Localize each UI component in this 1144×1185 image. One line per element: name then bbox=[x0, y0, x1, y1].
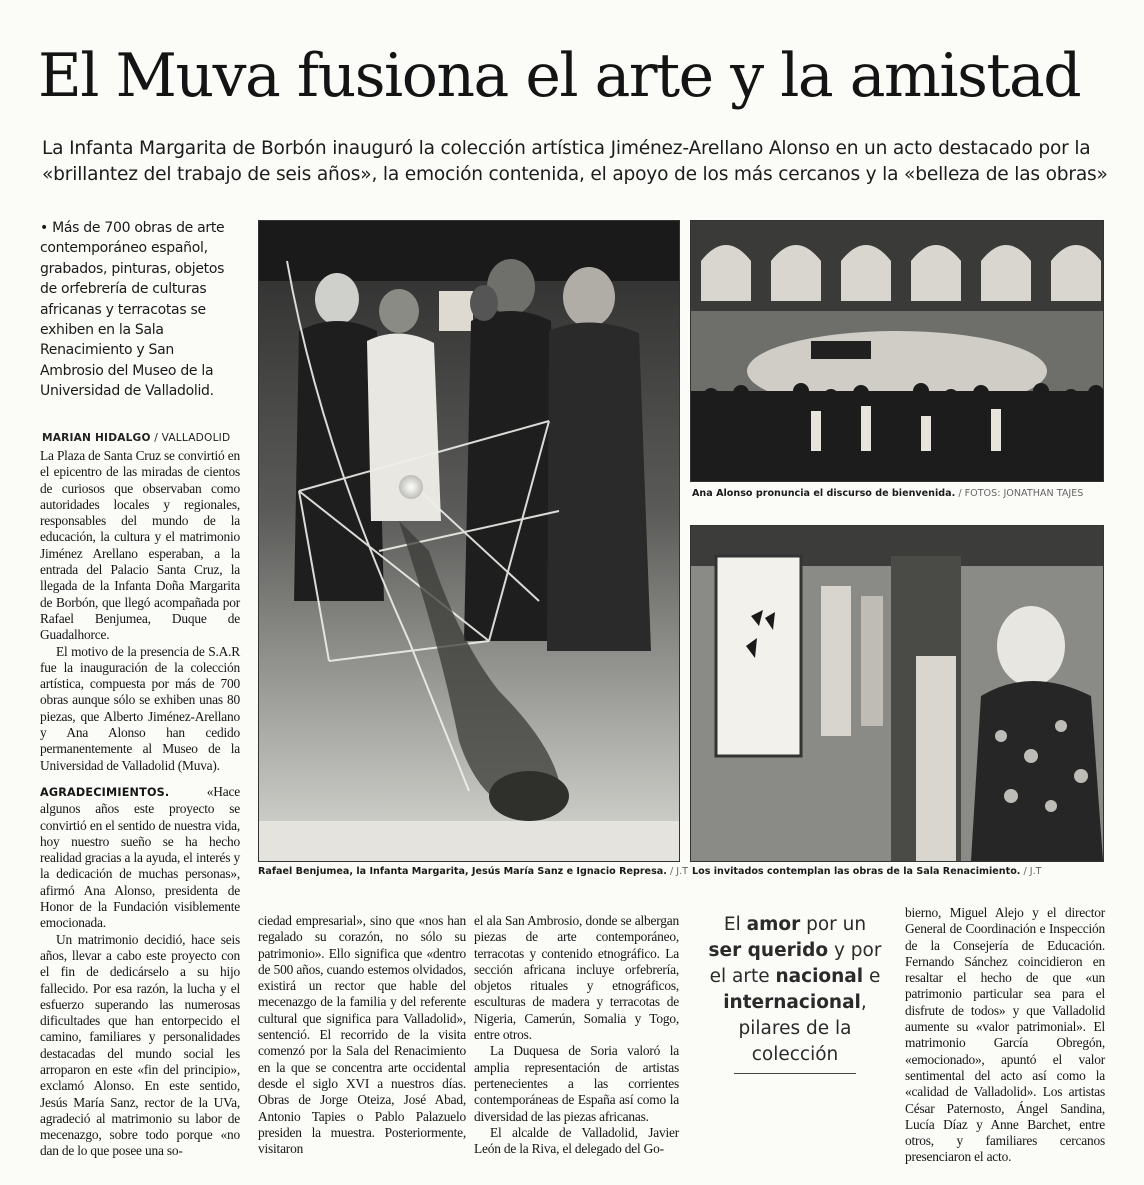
paragraph: La Plaza de Santa Cruz se convirtió en el epicentro de las miradas de cientos de curiosos que observaban como autoridades locales y regionales, responsables del mundo de la educación, la cultura y el matrimonio Jiménez Arellano esperaban, a la entrada del Palacio Santa Cruz, la llegada de la Infanta Doña Margarita de Borbón, que llegó acompañada por Rafael Benjumea, Duque de Guadalhorce. bbox=[40, 448, 240, 643]
pull-quote-rule bbox=[734, 1073, 856, 1074]
pull-quote-line: colección bbox=[751, 1044, 839, 1065]
bottom-right-photo-image bbox=[691, 526, 1103, 861]
subheadline bbox=[42, 136, 1122, 188]
pull-quote-line: el arte nacional e bbox=[709, 966, 881, 987]
article-column-2 bbox=[258, 913, 466, 1157]
paragraph bbox=[40, 784, 240, 932]
paragraph: ciedad empresarial», sino que «nos han regalado su corazón, no sólo su patrimonio». Ello significa que «dentro de 500 años, cuando estemos olvidados, existirá un rector que hable del mecenazgo de la familia y del referente cultural que significa para Valladolid», sentenció. El recorrido de la visita comenzó por la Sala del Renacimiento en la que se concentra arte occidental desde el siglo XVI a nuestros días. Obras de Jorge Oteiza, José Abad, Antonio Tapies o Pablo Palazuelo presiden la muestra. Posteriormente, visitaron bbox=[258, 913, 466, 1157]
subheadline-line-1: La Infanta Margarita de Borbón inauguró la colección artística Jiménez-Arellano Alonso en un acto destacado por la bbox=[42, 138, 1091, 159]
paragraph: El motivo de la presencia de S.A.R fue la inauguración de la colección artística, compuesta por más de 700 obras aunque sólo se exhiben unas 80 piezas, que Alberto Jiménez-Arellano y Ana Alonso han cedido permanentemente al Museo de la Universidad de Valladolid (Muva). bbox=[40, 643, 240, 773]
byline-author: MARIAN HIDALGO bbox=[42, 432, 151, 444]
section-kicker: AGRADECIMIENTOS. bbox=[40, 785, 170, 799]
bottom-right-photo bbox=[690, 525, 1104, 862]
paragraph: el ala San Ambrosio, donde se albergan piezas de arte contemporáneo, terracotas y contenido etnográfico. La sección africana incluye orfebrería, objetos rituales y etnográficos, esculturas de madera y terracotas de Nigeria, Camerún, Somalia y Togo, entre otros. bbox=[474, 913, 679, 1043]
main-photo-caption: Rafael Benjumea, la Infanta Margarita, Jesús María Sanz e Ignacio Represa. / J.T bbox=[258, 866, 688, 877]
byline-location: / VALLADOLID bbox=[154, 432, 231, 444]
headline: El Muva fusiona el arte y la amistad bbox=[38, 41, 1081, 111]
top-right-photo-image bbox=[691, 221, 1103, 481]
paragraph: El alcalde de Valladolid, Javier León de la Riva, el delegado del Go- bbox=[474, 1124, 679, 1157]
article-column-1 bbox=[40, 448, 240, 1160]
article-column-5 bbox=[905, 905, 1105, 1166]
pull-quote-line: internacional, bbox=[723, 992, 867, 1013]
byline bbox=[42, 432, 230, 444]
paragraph-text: «Hace algunos años este proyecto se convirtió en el sentido de nuestra vida, hoy nuestro sueño se ha hecho realidad gracias a la ayuda, el interés y la dedicación de muchas personas», afirmó Ana Alonso, presidenta de Honor de la Fundación visiblemente emocionada. bbox=[40, 783, 240, 931]
bottom-right-photo-caption: Los invitados contemplan las obras de la Sala Renacimiento. / J.T bbox=[692, 866, 1042, 877]
pull-quote-line: ser querido y por bbox=[708, 940, 882, 961]
top-right-photo-caption: Ana Alonso pronuncia el discurso de bienvenida. / FOTOS: JONATHAN TAJES bbox=[692, 488, 1084, 499]
pull-quote-line: El amor por un bbox=[723, 914, 867, 935]
pull-quote bbox=[700, 912, 890, 1068]
top-right-photo bbox=[690, 220, 1104, 482]
main-photo-image bbox=[259, 221, 679, 861]
paragraph: La Duquesa de Soria valoró la amplia representación de artistas pertenecientes a las corrientes contemporáneas de España así como la diversidad de las piezas africanas. bbox=[474, 1043, 679, 1124]
paragraph: bierno, Miguel Alejo y el director General de Coordinación e Inspección de la Consejería de Educación. Fernando Sánchez coincidieron en resaltar el hecho de que «un patrimonio particular sea para el disfrute de todos» y que Valladolid aumente su «valor patrimonial». El matrimonio García Obregón, «emocionado», apuntó el valor sentimental del acto así como la «calidad de Valladolid». Los artistas César Paternosto, Ángel Sandina, Lucía Díaz y Anne Barchet, entre otros, y familiares cercanos presenciaron el acto. bbox=[905, 905, 1105, 1165]
subheadline-line-2: «brillantez del trabajo de seis años», la emoción contenida, el apoyo de los más cercanos y la «belleza de las obras» bbox=[42, 164, 1108, 185]
article-column-3 bbox=[474, 913, 679, 1157]
highlight-summary: • Más de 700 obras de arte contemporáneo español, grabados, pinturas, objetos de orfebrería de culturas africanas y terracotas se exhiben en la Sala Renacimiento y San Ambrosio del Museo de la Universidad de Valladolid. bbox=[40, 220, 225, 400]
paragraph: Un matrimonio decidió, hace seis años, llevar a cabo este proyecto con el fin de dedicárselo a su hijo fallecido. Por esa razón, la lucha y el esfuerzo superando las numerosas dificultades que han entorpecido el camino, familiares y personalidades destacadas del mundo social les arroparon en este «fin del principio», exclamó Alonso. En este sentido, Jesús María Sanz, rector de la UVa, agradeció al matrimonio su labor de mecenazgo, sobre todo porque «no dan de lo que posee una so- bbox=[40, 931, 240, 1159]
main-photo bbox=[258, 220, 680, 862]
pull-quote-line: pilares de la bbox=[738, 1018, 852, 1039]
